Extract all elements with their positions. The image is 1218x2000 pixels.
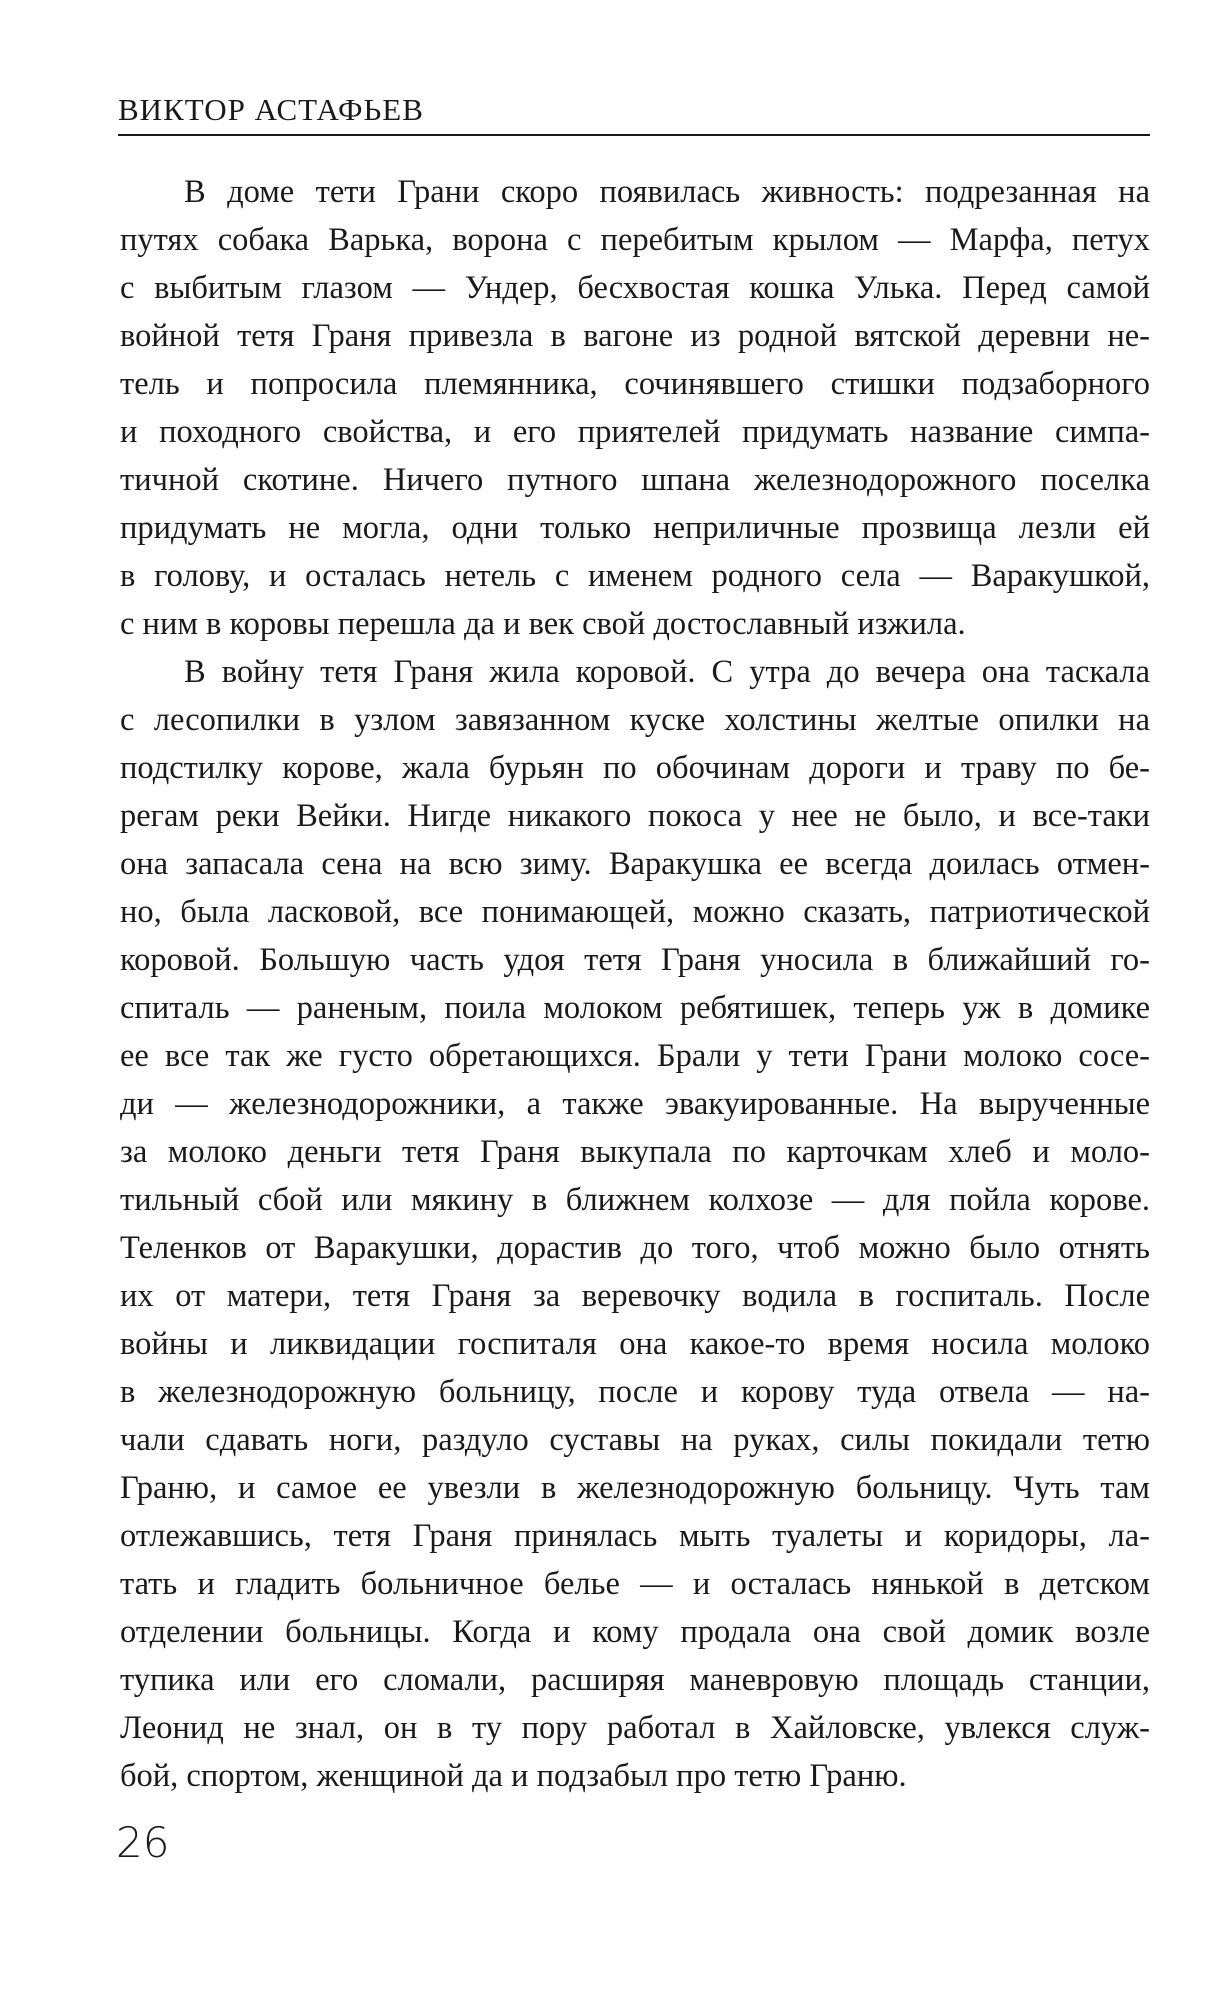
text-line: с лесопилки в узлом завязанном куске холстины желтые опилки на <box>120 702 1150 738</box>
text-line: Теленков от Варакушки, дорастив до того, чтоб можно было отнять <box>120 1230 1150 1266</box>
text-line: войной тетя Граня привезла в вагоне из родной вятской деревни не- <box>120 318 1150 354</box>
body-text <box>120 168 1150 1800</box>
running-head-author: ВИКТОР АСТАФЬЕВ <box>118 92 424 127</box>
text-line: тель и попросила племянника, сочинявшего стишки подзаборного <box>120 366 1150 402</box>
text-line: она запасала сена на всю зиму. Варакушка ее всегда доилась отмен- <box>120 846 1150 882</box>
text-line: в голову, и осталась нетель с именем родного села — Варакушкой, <box>120 558 1150 594</box>
text-line: В войну тетя Граня жила коровой. С утра до вечера она таскала <box>184 654 1150 690</box>
text-line: отделении больницы. Когда и кому продала она свой домик возле <box>120 1614 1150 1650</box>
page-number: 26 <box>116 1818 170 1867</box>
text-line: ди — железнодорожники, а также эвакуированные. На вырученные <box>120 1086 1150 1122</box>
header-divider <box>118 134 1150 136</box>
text-line: подстилку корове, жала бурьян по обочинам дороги и траву по бе- <box>120 750 1150 786</box>
text-line: коровой. Большую часть удоя тетя Граня уносила в ближайший го- <box>120 942 1150 978</box>
text-line: и походного свойства, и его приятелей придумать название симпа- <box>120 414 1150 450</box>
text-line: с выбитым глазом — Ундер, бесхвостая кошка Улька. Перед самой <box>120 270 1150 306</box>
text-line: тильный сбой или мякину в ближнем колхозе — для пойла корове. <box>120 1182 1150 1218</box>
text-line: но, была ласковой, все понимающей, можно сказать, патриотической <box>120 894 1150 930</box>
text-line: в железнодорожную больницу, после и корову туда отвела — на- <box>120 1374 1150 1410</box>
text-line: с ним в коровы перешла да и век свой достославный изжила. <box>120 606 966 642</box>
text-line: спиталь — раненым, поила молоком ребятишек, теперь уж в домике <box>120 990 1150 1026</box>
text-line: бой, спортом, женщиной да и подзабыл про тетю Граню. <box>120 1758 907 1794</box>
text-line: тупика или его сломали, расширяя маневровую площадь станции, <box>120 1662 1150 1698</box>
text-line: регам реки Вейки. Нигде никакого покоса у нее не было, и все-таки <box>120 798 1150 834</box>
text-line: В доме тети Грани скоро появилась живность: подрезанная на <box>184 174 1150 210</box>
text-line: Граню, и самое ее увезли в железнодорожную больницу. Чуть там <box>120 1470 1150 1506</box>
text-line: чали сдавать ноги, раздуло суставы на руках, силы покидали тетю <box>120 1422 1150 1458</box>
text-line: их от матери, тетя Граня за веревочку водила в госпиталь. После <box>120 1278 1150 1314</box>
text-line: тать и гладить больничное белье — и осталась нянькой в детском <box>120 1566 1150 1602</box>
text-line: войны и ликвидации госпиталя она какое-то время носила молоко <box>120 1326 1150 1362</box>
text-line: Леонид не знал, он в ту пору работал в Хайловске, увлекся служ- <box>120 1710 1150 1746</box>
text-line: придумать не могла, одни только неприличные прозвища лезли ей <box>120 510 1150 546</box>
text-line: путях собака Варька, ворона с перебитым крылом — Марфа, петух <box>120 222 1150 258</box>
text-line: тичной скотине. Ничего путного шпана железнодорожного поселка <box>120 462 1150 498</box>
text-line: за молоко деньги тетя Граня выкупала по карточкам хлеб и моло- <box>120 1134 1150 1170</box>
text-line: отлежавшись, тетя Граня принялась мыть туалеты и коридоры, ла- <box>120 1518 1150 1554</box>
text-line: ее все так же густо обретающихся. Брали у тети Грани молоко сосе- <box>120 1038 1150 1074</box>
